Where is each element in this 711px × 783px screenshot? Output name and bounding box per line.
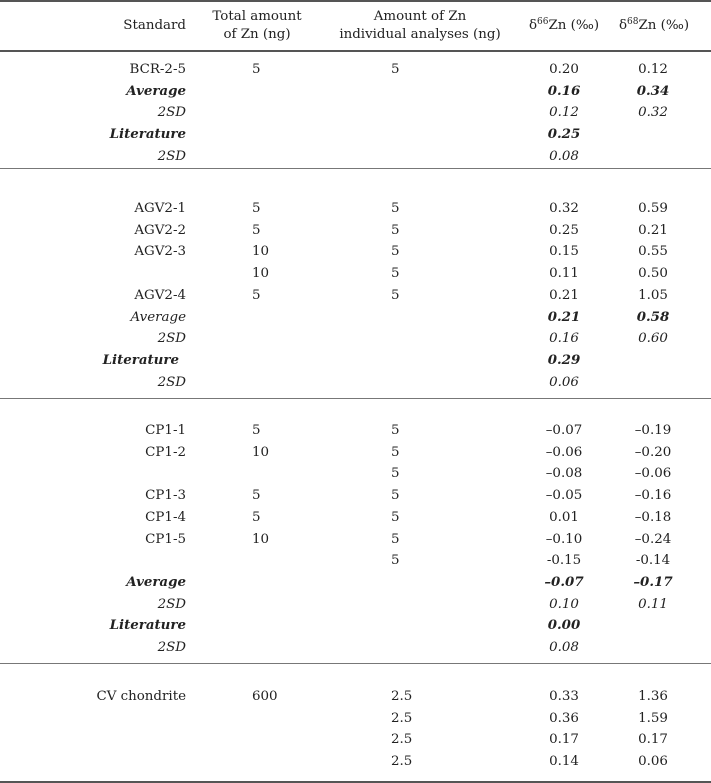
d66zn-cell: 0.15 xyxy=(549,244,579,260)
d68zn-cell: -0.14 xyxy=(635,553,671,569)
standard-cell: AGV2-2 xyxy=(134,222,186,238)
d68zn-cell: 0.21 xyxy=(638,222,668,238)
d66zn-cell: 0.00 xyxy=(547,617,581,634)
total-amount-cell: 5 xyxy=(252,287,261,303)
individual-amount-cell: 5 xyxy=(391,466,400,482)
d66zn-cell: 0.25 xyxy=(547,126,581,143)
table-row xyxy=(0,285,711,306)
standard-cell: Average xyxy=(130,309,186,325)
d68zn-cell: 0.60 xyxy=(638,331,668,347)
bottom-rule xyxy=(0,781,711,783)
header-rule xyxy=(0,50,711,52)
table-row xyxy=(0,59,711,80)
header-d68-delta: δ xyxy=(618,18,627,33)
d66zn-cell: 0.16 xyxy=(547,82,581,99)
d68zn-cell: 1.05 xyxy=(638,287,668,303)
header-total-line1: Total amount xyxy=(212,9,302,24)
d66zn-cell: 0.21 xyxy=(547,308,581,325)
table-row xyxy=(0,463,711,484)
standard-cell: 2SD xyxy=(157,374,186,390)
individual-amount-cell: 5 xyxy=(391,222,400,238)
table-row xyxy=(0,220,711,241)
table-row xyxy=(0,420,711,441)
d68zn-cell: 1.36 xyxy=(638,689,668,704)
d68zn-cell: –0.18 xyxy=(634,509,672,525)
table-row xyxy=(0,507,711,528)
header-d66-delta: δ xyxy=(528,18,537,33)
d66zn-cell: -0.15 xyxy=(546,553,582,569)
top-rule xyxy=(0,0,711,2)
individual-amount-cell: 5 xyxy=(391,287,400,303)
table-row xyxy=(0,81,711,102)
d66zn-cell: 0.33 xyxy=(549,689,579,704)
section-rule xyxy=(0,663,711,664)
total-amount-cell: 5 xyxy=(252,509,261,525)
standard-cell: 2SD xyxy=(157,148,186,164)
d68zn-cell: 0.59 xyxy=(638,201,668,216)
header-d66-sup: 66 xyxy=(537,17,549,27)
header-d68-suffix: Zn (‰) xyxy=(638,18,690,33)
standard-cell: CP1-1 xyxy=(145,423,186,438)
individual-amount-cell: 5 xyxy=(391,62,400,77)
d66zn-cell: 0.01 xyxy=(549,509,579,525)
header-d68-sup: 68 xyxy=(627,17,639,27)
table-row xyxy=(0,350,711,371)
d66zn-cell: 0.14 xyxy=(549,754,579,770)
header-total-amount xyxy=(203,8,311,44)
standard-cell: 2SD xyxy=(157,331,186,347)
table-row xyxy=(0,550,711,571)
d66zn-cell: 0.20 xyxy=(549,62,579,77)
header-total-line2: of Zn (ng) xyxy=(223,27,291,42)
total-amount-cell: 10 xyxy=(252,531,270,547)
total-amount-cell: 5 xyxy=(252,201,261,216)
standard-cell: 2SD xyxy=(157,105,186,121)
standard-cell: AGV2-1 xyxy=(134,201,186,216)
d66zn-cell: –0.07 xyxy=(545,423,583,438)
d66zn-cell: 0.08 xyxy=(549,640,579,655)
d68zn-cell: –0.19 xyxy=(634,423,672,438)
table-row xyxy=(0,729,711,750)
d66zn-cell: –0.06 xyxy=(545,444,583,460)
total-amount-cell: 5 xyxy=(252,423,261,438)
total-amount-cell: 10 xyxy=(252,244,270,260)
standard-cell: CP1-2 xyxy=(145,444,186,460)
d66zn-cell: 0.21 xyxy=(549,287,579,303)
standard-cell: Average xyxy=(126,82,186,99)
individual-amount-cell: 5 xyxy=(391,509,400,525)
table-row xyxy=(0,572,711,593)
standard-cell: Literature xyxy=(102,351,179,368)
d66zn-cell: –0.10 xyxy=(545,531,583,547)
standard-cell: BCR-2-5 xyxy=(129,62,186,77)
table-row xyxy=(0,102,711,123)
individual-amount-cell: 5 xyxy=(391,488,400,504)
table-row xyxy=(0,307,711,328)
table-row xyxy=(0,328,711,349)
individual-amount-cell: 5 xyxy=(391,444,400,460)
total-amount-cell: 600 xyxy=(252,689,278,704)
d68zn-cell: 1.59 xyxy=(638,710,668,726)
d66zn-cell: 0.16 xyxy=(549,331,579,347)
d68zn-cell: 0.34 xyxy=(636,82,670,99)
total-amount-cell: 5 xyxy=(252,222,261,238)
standard-cell: Average xyxy=(126,573,186,590)
table-row xyxy=(0,124,711,145)
table-row xyxy=(0,485,711,506)
individual-amount-cell: 5 xyxy=(391,531,400,547)
header-individual-amount xyxy=(326,8,514,44)
d66zn-cell: 0.17 xyxy=(549,732,579,748)
d66zn-cell: 0.06 xyxy=(549,374,579,390)
total-amount-cell: 10 xyxy=(252,266,270,282)
d68zn-cell: –0.17 xyxy=(633,573,673,590)
standard-cell: CV chondrite xyxy=(96,689,186,704)
d68zn-cell: 0.58 xyxy=(636,308,670,325)
d68zn-cell: –0.20 xyxy=(634,444,672,460)
standard-cell: CP1-5 xyxy=(145,531,186,547)
standard-cell: CP1-3 xyxy=(145,488,186,504)
individual-amount-cell: 2.5 xyxy=(391,710,413,726)
d68zn-cell: 0.55 xyxy=(638,244,668,260)
table-row xyxy=(0,751,711,772)
header-standard: Standard xyxy=(123,18,186,33)
table-row xyxy=(0,686,711,707)
header-d66-suffix: Zn (‰) xyxy=(548,18,600,33)
table-row xyxy=(0,615,711,636)
individual-amount-cell: 2.5 xyxy=(391,732,413,748)
table-row xyxy=(0,594,711,615)
table-row xyxy=(0,442,711,463)
d66zn-cell: 0.10 xyxy=(549,596,579,612)
standard-cell: 2SD xyxy=(157,596,186,612)
d66zn-cell: –0.05 xyxy=(545,488,583,504)
table-row xyxy=(0,529,711,550)
total-amount-cell: 5 xyxy=(252,488,261,504)
individual-amount-cell: 2.5 xyxy=(391,754,413,770)
table-row xyxy=(0,146,711,167)
d66zn-cell: 0.25 xyxy=(549,222,579,238)
total-amount-cell: 5 xyxy=(252,62,261,77)
standard-cell: AGV2-3 xyxy=(134,244,186,260)
individual-amount-cell: 5 xyxy=(391,244,400,260)
d66zn-cell: –0.08 xyxy=(545,466,583,482)
table-row xyxy=(0,198,711,219)
section-rule xyxy=(0,398,711,399)
d68zn-cell: –0.16 xyxy=(634,488,672,504)
individual-amount-cell: 5 xyxy=(391,201,400,216)
d66zn-cell: 0.12 xyxy=(549,105,579,121)
d66zn-cell: 0.08 xyxy=(549,148,579,164)
standard-cell: Literature xyxy=(109,126,186,143)
d68zn-cell: –0.06 xyxy=(634,466,672,482)
standard-cell: AGV2-4 xyxy=(134,287,186,303)
d68zn-cell: 0.12 xyxy=(638,62,668,77)
header-indiv-line2: individual analyses (ng) xyxy=(339,27,501,42)
d68zn-cell: 0.06 xyxy=(638,754,668,770)
d66zn-cell: 0.29 xyxy=(547,351,581,368)
d66zn-cell: 0.32 xyxy=(549,201,579,216)
individual-amount-cell: 5 xyxy=(391,266,400,282)
table-row xyxy=(0,637,711,658)
header-d68zn xyxy=(613,17,695,35)
standard-cell: 2SD xyxy=(157,640,186,655)
standard-cell: CP1-4 xyxy=(145,509,186,525)
d66zn-cell: 0.11 xyxy=(549,266,579,282)
individual-amount-cell: 5 xyxy=(391,423,400,438)
header-d66zn xyxy=(524,17,604,35)
d66zn-cell: 0.36 xyxy=(549,710,579,726)
individual-amount-cell: 5 xyxy=(391,553,400,569)
section-rule xyxy=(0,168,711,169)
total-amount-cell: 10 xyxy=(252,444,270,460)
d68zn-cell: 0.11 xyxy=(638,596,668,612)
individual-amount-cell: 2.5 xyxy=(391,689,413,704)
d68zn-cell: 0.32 xyxy=(638,105,668,121)
table-row xyxy=(0,263,711,284)
header-indiv-line1: Amount of Zn xyxy=(373,9,467,24)
d66zn-cell: –0.07 xyxy=(544,573,584,590)
table-row xyxy=(0,241,711,262)
standard-cell: Literature xyxy=(109,617,186,634)
d68zn-cell: –0.24 xyxy=(634,531,672,547)
table-row xyxy=(0,372,711,393)
d68zn-cell: 0.50 xyxy=(638,266,668,282)
table-row xyxy=(0,708,711,729)
d68zn-cell: 0.17 xyxy=(638,732,668,748)
